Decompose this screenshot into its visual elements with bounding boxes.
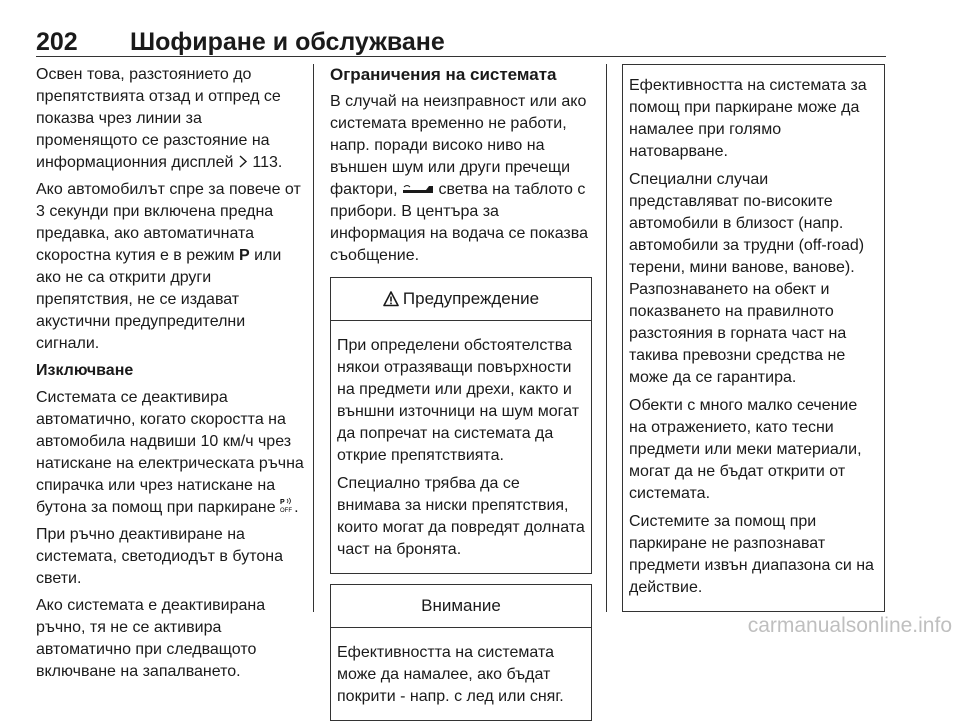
caution-continued-body (623, 65, 884, 611)
paragraph: Ефективността на системата може да намалее, ако бъдат покрити - напр. с лед или сняг. (337, 644, 564, 705)
header-rule (36, 56, 886, 57)
paragraph (36, 179, 306, 355)
paragraph (36, 387, 306, 519)
gear-mode-label: P (238, 247, 250, 264)
parking-assist-button-icon (280, 497, 294, 513)
page-reference[interactable]: 113. (252, 154, 283, 171)
paragraph-text: Системата се деактивира автоматично, когато скоростта на автомобила надвиши 10 км/ч чрез натискане на електрическата ръчна спирачка или чрез натискане на бутона за помощ при паркиране (36, 389, 304, 516)
column-divider (313, 64, 314, 612)
paragraph-text: В случай на неизправност или ако системата временно не работи, напр. поради високо ниво на външен шум или други пречещи фактори, (330, 93, 587, 198)
caution-title: Внимание (421, 596, 501, 615)
page-number: 202 (36, 28, 78, 56)
warning-box-body (331, 321, 591, 573)
section-heading: Ограничения на системата (330, 65, 557, 84)
warning-box-header (331, 278, 591, 321)
column-1 (36, 64, 306, 688)
paragraph: Специални случаи представляват по-високите автомобили в близост (напр. автомобили за трудни (off-road) терени, мини ванове, ванове). Разпознаването на обект и показването на правилното разстояния в горната част на такива превозни средства не може да се гарантира. (629, 171, 865, 386)
punctuation: . (294, 499, 299, 516)
paragraph: Системите за помощ при паркиране не разпознават предмети извън диапазона си на действие. (629, 513, 874, 596)
parking-sensor-warning-icon (402, 183, 434, 195)
page-header (36, 28, 886, 56)
paragraph: Ако системата е деактивирана ръчно, тя не се активира автоматично при следващото включване на запалването. (36, 597, 266, 680)
paragraph-text: Освен това, разстоянието до препятствията отзад и отпред се показва чрез линии за променящото се разстояние на информационния дисплей (36, 66, 281, 171)
paragraph: При ръчно деактивиране на системата, светодиодът в бутона свети. (36, 526, 283, 587)
column-3 (622, 64, 885, 612)
watermark: carmanualsonline.info (747, 614, 952, 637)
page-reference-icon (238, 155, 248, 168)
paragraph: Специално трябва да се внимава за ниски препятствия, които могат да повредят долната част на бронята. (337, 475, 585, 558)
paragraph: Ефективността на системата за помощ при паркиране може да намалее при голямо натоварване. (629, 77, 867, 160)
section-heading: Изключване (36, 362, 134, 379)
column-divider (606, 64, 607, 612)
caution-box-header (331, 585, 591, 628)
warning-title: Предупреждение (402, 289, 540, 308)
page-title: Шофиране и обслужване (130, 28, 445, 56)
column-2 (330, 64, 592, 721)
paragraph-text: светва на таблото с прибори. В центъра за информация на водача се показва съобщение. (330, 181, 588, 264)
paragraph-text: Ако автомобилът спре за повече от 3 секунди при включена предна предавка, ако автоматичната скоростна кутия е в режим (36, 181, 301, 264)
svg-text:P: P (280, 499, 285, 506)
caution-continued-box (622, 64, 885, 612)
paragraph-text: или ако не са открити други препятствия, не се издават акустични предупредителни сигнали. (36, 247, 282, 352)
paragraph: При определени обстоятелства някои отразяващи повърхности на предмети или дрехи, както и външни източници на шум могат да попречат на системата да открие препятствията. (337, 337, 580, 464)
svg-text:OFF: OFF (280, 508, 293, 513)
paragraph (36, 64, 306, 174)
warning-box (330, 277, 592, 574)
paragraph (330, 91, 592, 267)
paragraph: Обекти с много малко сечение на отражението, като тесни предмети или меки материали, могат да не бъдат открити от системата. (629, 397, 862, 502)
caution-box (330, 584, 592, 721)
warning-triangle-icon (383, 291, 399, 307)
